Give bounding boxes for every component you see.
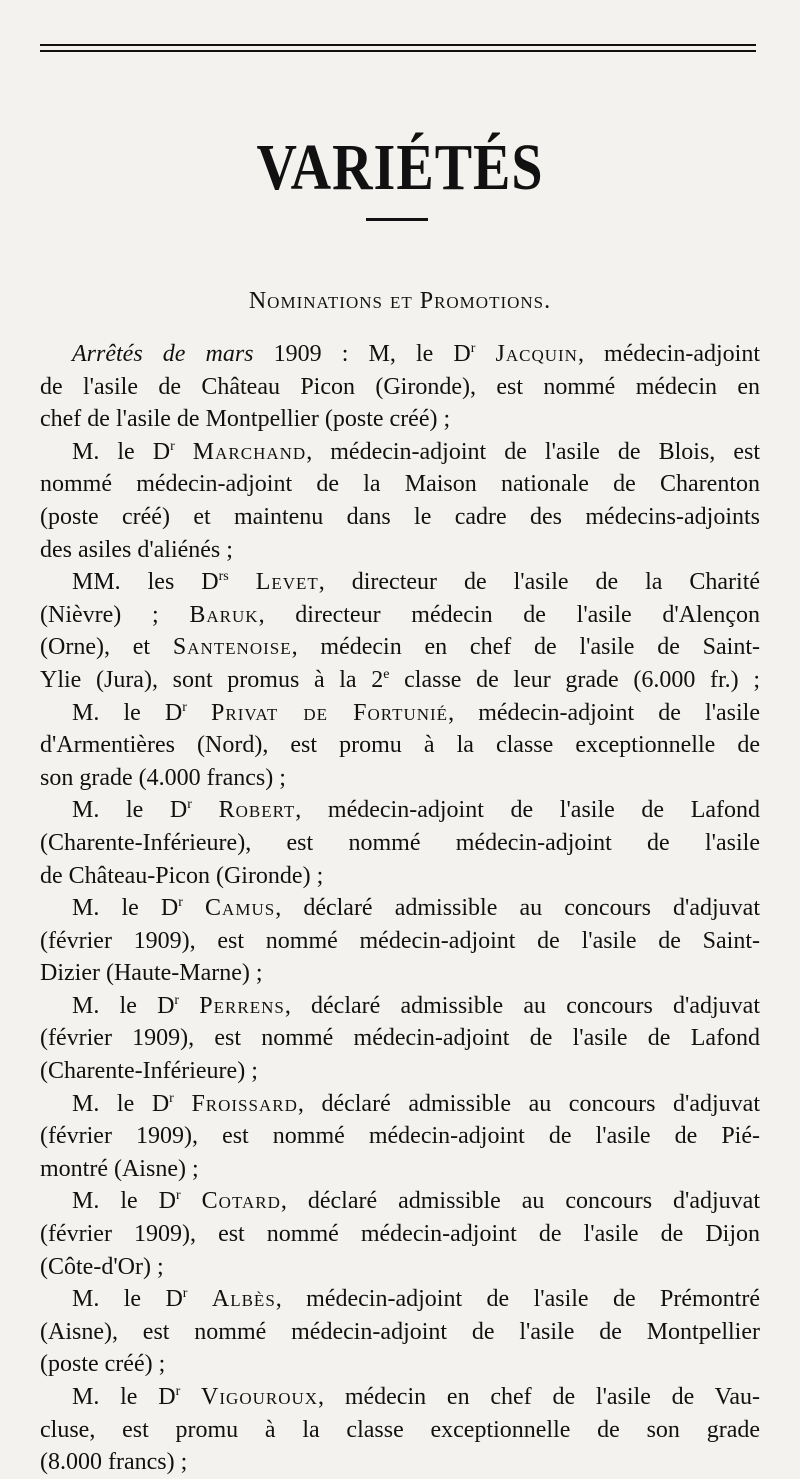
text-line xyxy=(40,1381,760,1414)
text-run: Dizier (Haute-Marne) ; xyxy=(40,960,263,987)
person-name: Robert xyxy=(218,797,296,824)
person-name: Jacquin xyxy=(495,341,578,367)
text-run: M. le D xyxy=(72,1384,176,1410)
text-line xyxy=(40,1348,760,1381)
text-run: M. le D xyxy=(72,895,179,922)
text-line xyxy=(40,338,760,371)
text-line xyxy=(40,860,760,893)
text-run: , médecin en chef de l'asile de Vau- xyxy=(318,1384,760,1410)
text-line xyxy=(40,1251,760,1284)
text-line xyxy=(40,1022,760,1055)
text-line xyxy=(40,1316,760,1349)
text-run: (Orne), et xyxy=(40,634,173,661)
text-run: , déclaré admissible au concours d'adjuvat xyxy=(284,992,760,1019)
text-run: M. le D xyxy=(72,1090,170,1117)
text-run: , directeur de l'asile de la Charité xyxy=(318,569,761,596)
text-line xyxy=(40,990,760,1023)
top-rule xyxy=(40,44,756,46)
superscript: e xyxy=(383,666,390,682)
text-run: MM. les D xyxy=(72,569,219,596)
superscript: r xyxy=(182,699,187,715)
superscript: r xyxy=(187,797,192,813)
text-run: (poste créé) et maintenu dans le cadre des médecins-adjoints xyxy=(40,503,760,530)
section-title: Nominations et Promotions. xyxy=(248,288,552,314)
text-run: montré (Aisne) ; xyxy=(40,1155,199,1182)
body-text xyxy=(40,338,760,1479)
text-run: classe de leur grade (6.000 fr.) ; xyxy=(389,666,760,693)
text-run: cluse, est promu à la classe exceptionnelle de son grade xyxy=(40,1416,760,1443)
text-run: , médecin-adjoint de l'asile de Lafond xyxy=(295,797,760,824)
text-line xyxy=(40,599,760,632)
text-run: (février 1909), est nommé médecin-adjoint de l'asile de Pié- xyxy=(40,1123,760,1150)
text-run: , déclaré admissible au concours d'adjuvat xyxy=(280,1188,760,1215)
text-run: d'Armentières (Nord), est promu à la classe exceptionnelle de xyxy=(40,732,760,759)
text-run: , médecin-adjoint xyxy=(577,341,760,367)
text-run: M. le D xyxy=(72,699,183,726)
page-title: VARIÉTÉS xyxy=(256,131,544,205)
text-line xyxy=(40,501,760,534)
text-run: (février 1909), est nommé médecin-adjoint de l'asile de Dijon xyxy=(40,1221,760,1248)
superscript: r xyxy=(178,895,183,911)
text-run: son grade (4.000 francs) ; xyxy=(40,764,286,791)
text-line xyxy=(40,762,760,795)
text-line xyxy=(40,566,760,599)
person-name: Vigouroux xyxy=(201,1384,319,1410)
person-name: Levet xyxy=(255,569,319,596)
text-run: , déclaré admissible au concours d'adjuvat xyxy=(297,1090,760,1117)
text-run xyxy=(187,1286,211,1312)
text-run: (Côte-d'Or) ; xyxy=(40,1253,164,1280)
text-run: chef de l'asile de Montpellier (poste créé) ; xyxy=(40,406,451,433)
superscript: r xyxy=(175,1188,181,1204)
text-line xyxy=(40,794,760,827)
text-run xyxy=(180,1384,201,1410)
text-run: , médecin en chef de l'asile de Saint- xyxy=(291,634,760,661)
text-run: , médecin-adjoint de l'asile de Prémontré xyxy=(275,1286,760,1313)
text-run: de Château-Picon (Gironde) ; xyxy=(40,862,324,889)
superscript: r xyxy=(169,1090,174,1106)
text-line xyxy=(40,925,760,958)
text-line xyxy=(40,468,760,501)
person-name: Perrens xyxy=(199,992,285,1019)
text-line xyxy=(40,1088,760,1121)
superscript: r xyxy=(174,992,180,1008)
text-run: de l'asile de Château Picon (Gironde), est nommé médecin en xyxy=(40,373,760,400)
text-line xyxy=(40,697,760,730)
person-name: Privat de Fortunié xyxy=(211,699,449,726)
text-line xyxy=(40,1218,760,1251)
text-run: (Aisne), est nommé médecin-adjoint de l'asile de Montpellier xyxy=(40,1318,760,1345)
text-line xyxy=(40,1120,760,1153)
person-name: Baruk xyxy=(189,601,259,628)
text-line xyxy=(40,1185,760,1218)
text-run: (Charente-Inférieure) ; xyxy=(40,1058,258,1085)
text-run: , déclaré admissible au concours d'adjuvat xyxy=(275,895,760,922)
text-line xyxy=(40,631,760,664)
text-line xyxy=(40,403,760,436)
text-line xyxy=(40,1055,760,1088)
person-name: Froissard xyxy=(191,1090,298,1117)
text-line xyxy=(40,827,760,860)
italic-text: Arrêtés de mars xyxy=(72,341,254,367)
person-name: Santenoise xyxy=(172,634,292,661)
text-line xyxy=(40,892,760,925)
text-line xyxy=(40,1153,760,1186)
text-run: , médecin-adjoint de l'asile xyxy=(448,699,761,726)
text-line xyxy=(40,1446,760,1479)
text-run: (Nièvre) ; xyxy=(40,601,190,628)
text-run: , directeur médecin de l'asile d'Alençon xyxy=(258,601,760,628)
text-run: (poste créé) ; xyxy=(40,1351,166,1378)
superscript: r xyxy=(470,341,476,356)
text-line xyxy=(40,664,760,697)
title-underline xyxy=(366,218,428,221)
text-line xyxy=(40,534,760,567)
person-name: Cotard xyxy=(201,1188,281,1215)
text-line xyxy=(40,957,760,990)
text-run xyxy=(181,1188,202,1214)
text-run: , médecin-adjoint de l'asile de Blois, est xyxy=(306,438,761,465)
text-run: M. le D xyxy=(72,1286,183,1313)
text-run xyxy=(192,797,219,823)
text-line xyxy=(40,1414,760,1447)
text-line xyxy=(40,729,760,762)
text-run xyxy=(179,993,199,1019)
text-run: 1909 : M, le D xyxy=(253,341,471,367)
text-run: des asiles d'aliénés ; xyxy=(40,536,233,563)
text-run xyxy=(174,1091,192,1117)
text-run: M. le D xyxy=(72,992,175,1019)
text-run: (février 1909), est nommé médecin-adjoint de l'asile de Lafond xyxy=(40,1025,760,1052)
text-run xyxy=(175,439,193,465)
text-run xyxy=(187,700,211,726)
text-run: M. le D xyxy=(72,797,188,824)
text-line xyxy=(40,436,760,469)
text-run: (Charente-Inférieure), est nommé médecin-adjoint de l'asile xyxy=(40,829,760,856)
person-name: Albès xyxy=(211,1286,276,1313)
person-name: Camus xyxy=(205,895,276,922)
text-run xyxy=(229,569,256,595)
text-run: (février 1909), est nommé médecin-adjoint de l'asile de Saint- xyxy=(40,927,760,954)
text-run: nommé médecin-adjoint de la Maison nationale de Charenton xyxy=(40,471,760,498)
text-run xyxy=(475,341,495,367)
top-rule-second xyxy=(40,50,756,52)
superscript: r xyxy=(170,438,175,454)
text-run: Ylie (Jura), sont promus à la 2 xyxy=(40,666,384,693)
superscript: r xyxy=(182,1286,188,1302)
text-run: M. le D xyxy=(72,1188,176,1215)
text-run: (8.000 francs) ; xyxy=(40,1449,188,1476)
text-line xyxy=(40,371,760,404)
superscript: r xyxy=(175,1384,181,1399)
person-name: Marchand xyxy=(192,438,307,465)
text-run: M. le D xyxy=(72,438,171,465)
text-line xyxy=(40,1283,760,1316)
text-run xyxy=(183,895,205,921)
superscript: rs xyxy=(218,569,229,585)
